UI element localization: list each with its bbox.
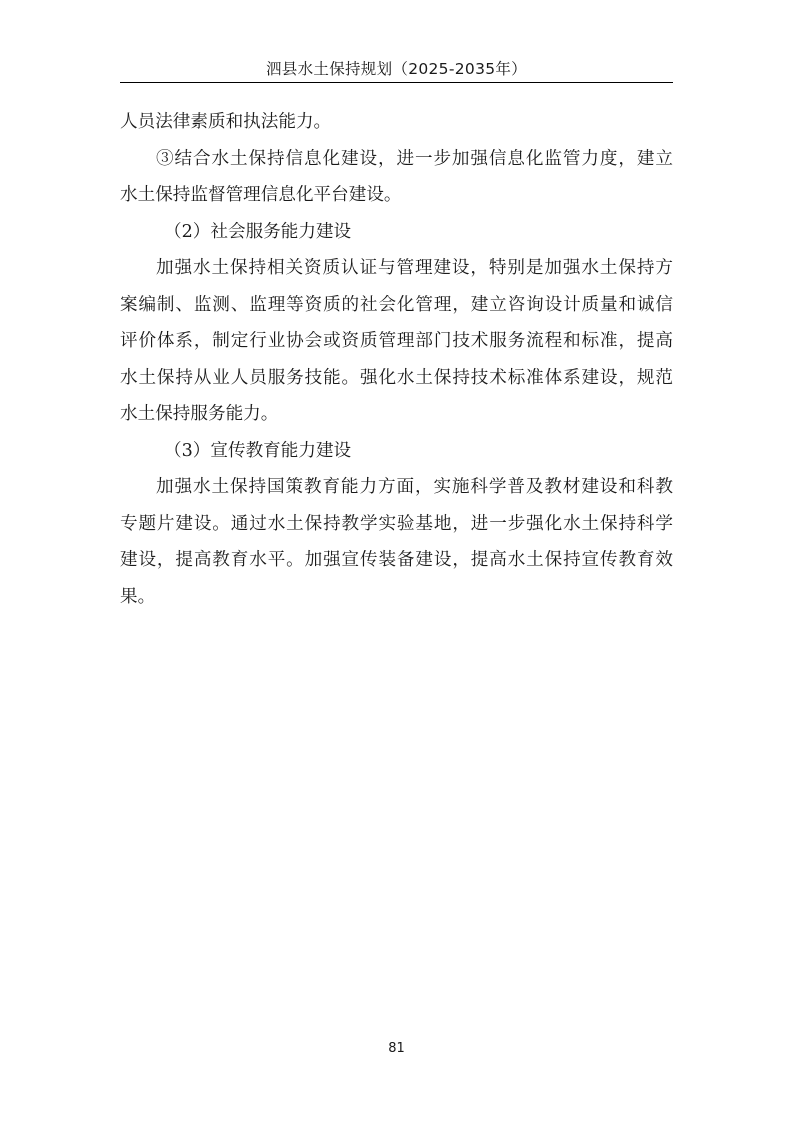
paragraph-line: 建设，提高教育水平。加强宣传装备建设，提高水土保持宣传教育效 xyxy=(120,550,673,570)
page-number: 81 xyxy=(388,1041,405,1056)
paragraph-line: 水土保持监督管理信息化平台建设。 xyxy=(120,185,402,205)
paragraph-line: 专题片建设。通过水土保持教学实验基地，进一步强化水土保持科学 xyxy=(120,513,673,534)
paragraph-line: 水土保持从业人员服务技能。强化水土保持技术标准体系建设，规范 xyxy=(120,367,673,388)
paragraph-line: 加强水土保持相关资质认证与管理建设，特别是加强水土保持方 xyxy=(156,258,673,278)
paragraph-line: 案编制、监测、监理等资质的社会化管理，建立咨询设计质量和诚信 xyxy=(120,294,673,315)
paragraph-line: 水土保持服务能力。 xyxy=(120,404,279,424)
paragraph-line: 人员法律素质和执法能力。 xyxy=(120,112,332,132)
page-header-title: 泗县水土保持规划（2025-2035年） xyxy=(266,60,527,78)
paragraph-line: 加强水土保持国策教育能力方面，实施科学普及教材建设和科教 xyxy=(156,477,673,497)
paragraph-line: ③结合水土保持信息化建设，进一步加强信息化监管力度，建立 xyxy=(156,148,673,169)
paragraph-line: 评价体系，制定行业协会或资质管理部门技术服务流程和标准，提高 xyxy=(120,331,673,351)
section-heading-social-service: （2）社会服务能力建设 xyxy=(164,221,352,242)
section-heading-publicity-education: （3）宣传教育能力建设 xyxy=(164,440,352,461)
header-divider xyxy=(120,82,673,83)
document-body xyxy=(120,104,673,615)
paragraph-line: 果。 xyxy=(120,586,156,607)
